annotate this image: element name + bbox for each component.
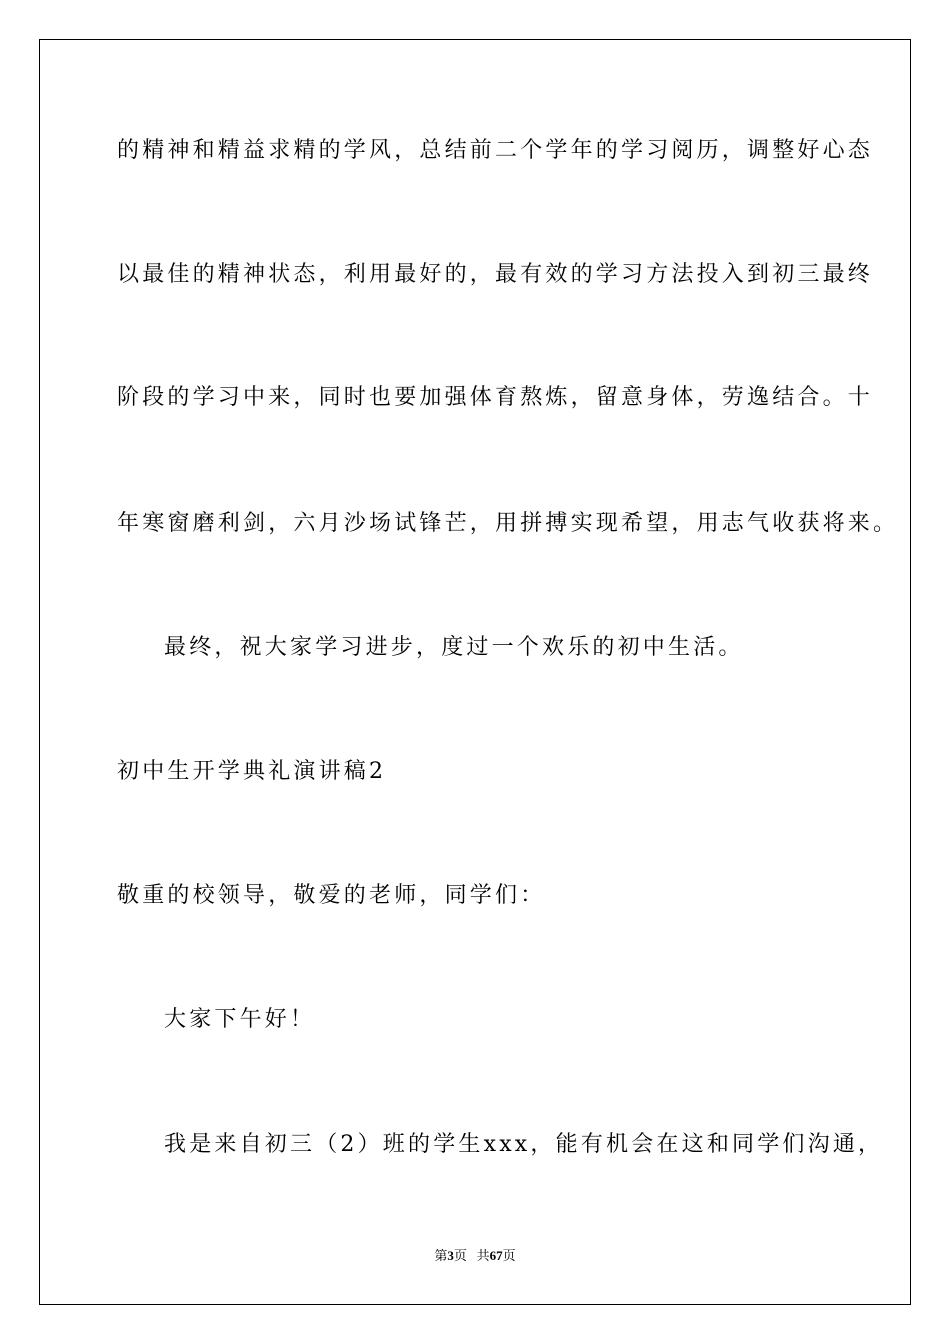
- paragraph-line: 年寒窗磨利剑，六月沙场试锋芒，用拼搏实现希望，用志气收获将来。: [117, 511, 899, 536]
- page-border: [39, 39, 911, 1305]
- paragraph-line: 的精神和精益求精的学风，总结前二个学年的学习阅历，调整好心态: [117, 138, 874, 163]
- footer-page-word: 页: [453, 1248, 467, 1263]
- current-page-number: 3: [447, 1248, 454, 1263]
- total-pages-number: 67: [489, 1248, 503, 1263]
- closing-paragraph: 最终，祝大家学习进步，度过一个欢乐的初中生活。: [164, 635, 744, 660]
- paragraph-line: 以最佳的精神状态，利用最好的，最有效的学习方法投入到初三最终: [117, 262, 874, 287]
- footer-total-prefix: 共: [476, 1248, 490, 1263]
- section-heading: 初中生开学典礼演讲稿2: [117, 759, 387, 784]
- page-footer: [0, 1247, 950, 1265]
- paragraph-line: 阶段的学习中来，同时也要加强体育熬炼，留意身体，劳逸结合。十: [117, 385, 874, 410]
- paragraph-line: 我是来自初三（2）班的学生xxx，能有机会在这和同学们沟通，: [164, 1132, 884, 1157]
- greeting: 大家下午好！: [164, 1007, 316, 1032]
- footer-prefix: 第: [434, 1248, 448, 1263]
- salutation: 敬重的校领导，敬爱的老师，同学们：: [117, 883, 546, 908]
- footer-total-suffix: 页: [502, 1248, 516, 1263]
